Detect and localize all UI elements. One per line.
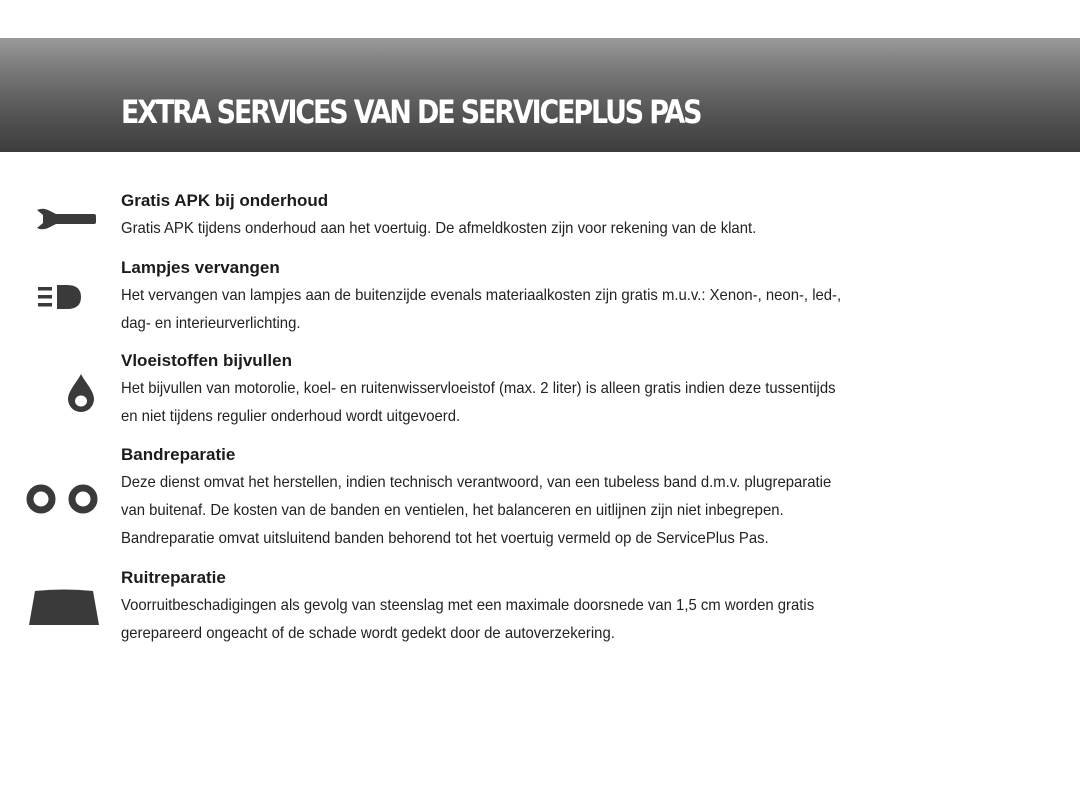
service-text-lampjes: [121, 257, 1021, 338]
service-description: [121, 592, 977, 648]
service-title: Bandreparatie: [121, 445, 236, 464]
service-text-apk: [121, 190, 1021, 243]
description-line: Gratis APK tijdens onderhoud aan het voertuig. De afmeldkosten zijn voor rekening van de klant.: [121, 220, 757, 237]
description-line: Deze dienst omvat het herstellen, indien technisch verantwoord, van een tubeless band d.m.v. plugreparatie: [121, 474, 832, 491]
description-line: van buitenaf. De kosten van de banden en ventielen, het balanceren en uitlijnen zijn niet inbegrepen.: [121, 502, 784, 519]
service-description: [121, 469, 977, 553]
description-line: Het bijvullen van motorolie, koel- en ruitenwisservloeistof (max. 2 liter) is alleen gratis indien deze tussentijds: [121, 380, 836, 397]
page-title: EXTRA SERVICES VAN DE SERVICEPLUS PAS: [121, 93, 701, 131]
service-text-ruitreparatie: [121, 567, 1021, 648]
service-title: Lampjes vervangen: [121, 258, 280, 277]
drop-icon: [64, 372, 98, 414]
tires-icon: [26, 482, 100, 516]
description-line: Voorruitbeschadigingen als gevolg van steenslag met een maximale doorsnede van 1,5 cm worden gratis: [121, 597, 815, 614]
service-description: [121, 215, 977, 243]
header-banner: [0, 38, 1080, 152]
service-title: Vloeistoffen bijvullen: [121, 351, 292, 370]
service-title: Ruitreparatie: [121, 568, 226, 587]
service-description: [121, 282, 977, 338]
description-line: Het vervangen van lampjes aan de buitenzijde evenals materiaalkosten zijn gratis m.u.v.: Xenon-, neon-, led-,: [121, 287, 842, 304]
headlight-icon: [37, 283, 83, 311]
service-text-vloeistoffen: [121, 350, 1021, 431]
wrench-icon: [34, 206, 98, 232]
description-line: gerepareerd ongeacht of de schade wordt gedekt door de autoverzekering.: [121, 625, 615, 642]
windshield-icon: [27, 589, 101, 627]
description-line: dag- en interieurverlichting.: [121, 315, 301, 332]
service-title: Gratis APK bij onderhoud: [121, 191, 329, 210]
description-line: Bandreparatie omvat uitsluitend banden behorend tot het voertuig vermeld op de ServicePlus Pas.: [121, 530, 769, 547]
description-line: en niet tijdens regulier onderhoud wordt uitgevoerd.: [121, 408, 461, 425]
service-description: [121, 375, 977, 431]
service-text-bandreparatie: [121, 444, 1021, 553]
